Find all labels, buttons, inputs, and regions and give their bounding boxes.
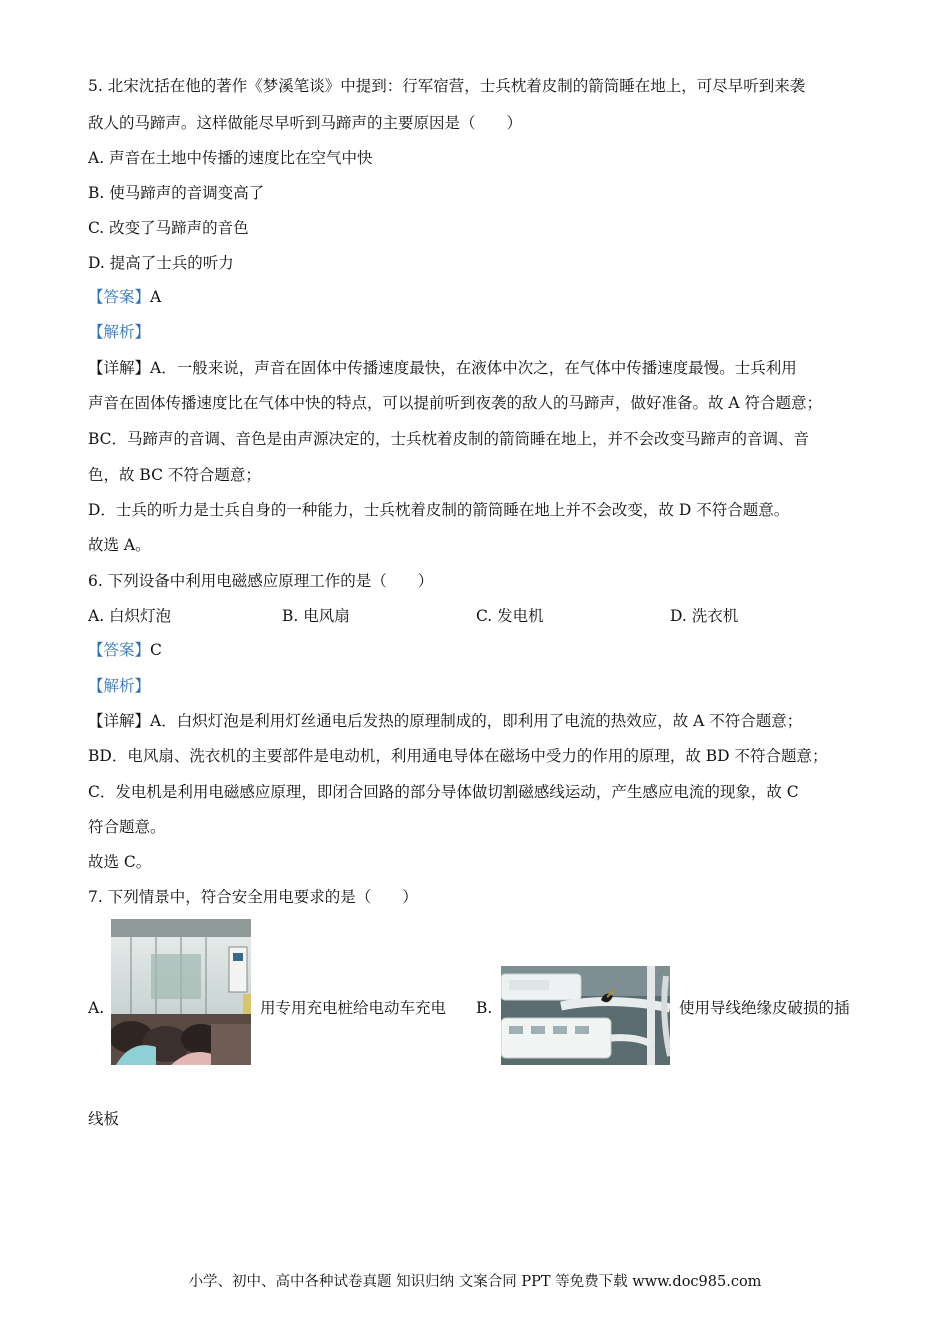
damaged-power-strip-photo <box>501 966 670 1065</box>
q7-option-b-text-continued: 线板 <box>88 1110 120 1128</box>
q6-option-b: B. 电风扇 <box>282 607 350 625</box>
q5-detail-4: 色，故 BC 不符合题意； <box>88 466 261 484</box>
detail-text: A．白炽灯泡是利用灯丝通电后发热的原理制成的，即利用了电流的热效应，故 A 不符合题意； <box>150 712 803 730</box>
q6-detail-5: 故选 C。 <box>88 853 152 871</box>
q5-detail-5: D．士兵的听力是士兵自身的一种能力，士兵枕着皮制的箭筒睡在地上并不会改变，故 D 不符合题意。 <box>88 501 790 519</box>
q5-option-d: D. 提高了士兵的听力 <box>88 254 234 272</box>
q5-detail-1 <box>88 358 797 378</box>
q5-option-a: A. 声音在土地中传播的速度比在空气中快 <box>88 149 373 167</box>
q5-detail-6: 故选 A。 <box>88 536 151 554</box>
answer-value: C <box>150 641 162 659</box>
q5-option-b: B. 使马蹄声的音调变高了 <box>88 184 265 202</box>
q7-option-b-label: B. <box>476 999 493 1017</box>
q6-stem: 6. 下列设备中利用电磁感应原理工作的是（ ） <box>88 572 434 590</box>
q6-detail-3: C．发电机是利用电磁感应原理，即闭合回路的部分导体做切割磁感线运动，产生感应电流的现象，故 C <box>88 783 799 801</box>
damaged-power-strip-image <box>501 966 670 1065</box>
q6-option-c: C. 发电机 <box>476 607 544 625</box>
q5-answer <box>88 287 161 307</box>
q5-option-c: C. 改变了马蹄声的音色 <box>88 219 249 237</box>
q5-detail-3: BC．马蹄声的音调、音色是由声源决定的，士兵枕着皮制的箭筒睡在地上，并不会改变马蹄声的音调、音 <box>88 430 810 448</box>
q6-option-a: A. 白炽灯泡 <box>88 607 172 625</box>
q7-option-a-text: 用专用充电桩给电动车充电 <box>260 999 447 1017</box>
q5-analysis-tag: 【解析】 <box>88 323 151 341</box>
answer-tag: 【答案】 <box>88 288 151 306</box>
q6-detail-2: BD．电风扇、洗衣机的主要部件是电动机，利用通电导体在磁场中受力的作用的原理，故 BD 不符合题意； <box>88 747 828 765</box>
q7-stem: 7. 下列情景中，符合安全用电要求的是（ ） <box>88 888 418 906</box>
detail-text: A．一般来说，声音在固体中传播速度最快，在液体中次之，在气体中传播速度最慢。士兵利用 <box>150 359 797 377</box>
q6-option-d: D. 洗衣机 <box>670 607 739 625</box>
q6-answer <box>88 640 162 660</box>
charging-station-photo <box>111 919 251 1065</box>
q5-stem-line-1: 5. 北宋沈括在他的著作《梦溪笔谈》中提到：行军宿营，士兵枕着皮制的箭筒睡在地上，可尽早听到来袭 <box>88 77 806 95</box>
answer-tag: 【答案】 <box>88 641 151 659</box>
q5-stem-line-2: 敌人的马蹄声。这样做能尽早听到马蹄声的主要原因是（ ） <box>88 114 523 132</box>
q6-detail-1 <box>88 711 802 731</box>
q7-option-b-text: 使用导线绝缘皮破损的插 <box>679 999 850 1017</box>
detail-tag: 【详解】 <box>88 712 151 730</box>
q7-option-a-label: A. <box>88 999 105 1017</box>
page-footer: 小学、初中、高中各种试卷真题 知识归纳 文案合同 PPT 等免费下载 www.doc985.com <box>188 1274 762 1290</box>
q6-analysis-tag: 【解析】 <box>88 677 151 695</box>
detail-tag: 【详解】 <box>88 359 151 377</box>
q5-detail-2: 声音在固体传播速度比在气体中快的特点，可以提前听到夜袭的敌人的马蹄声，做好准备。故 A 符合题意； <box>88 394 823 412</box>
q6-detail-4: 符合题意。 <box>88 818 166 836</box>
charging-station-image <box>111 919 251 1065</box>
answer-value: A <box>150 288 162 306</box>
